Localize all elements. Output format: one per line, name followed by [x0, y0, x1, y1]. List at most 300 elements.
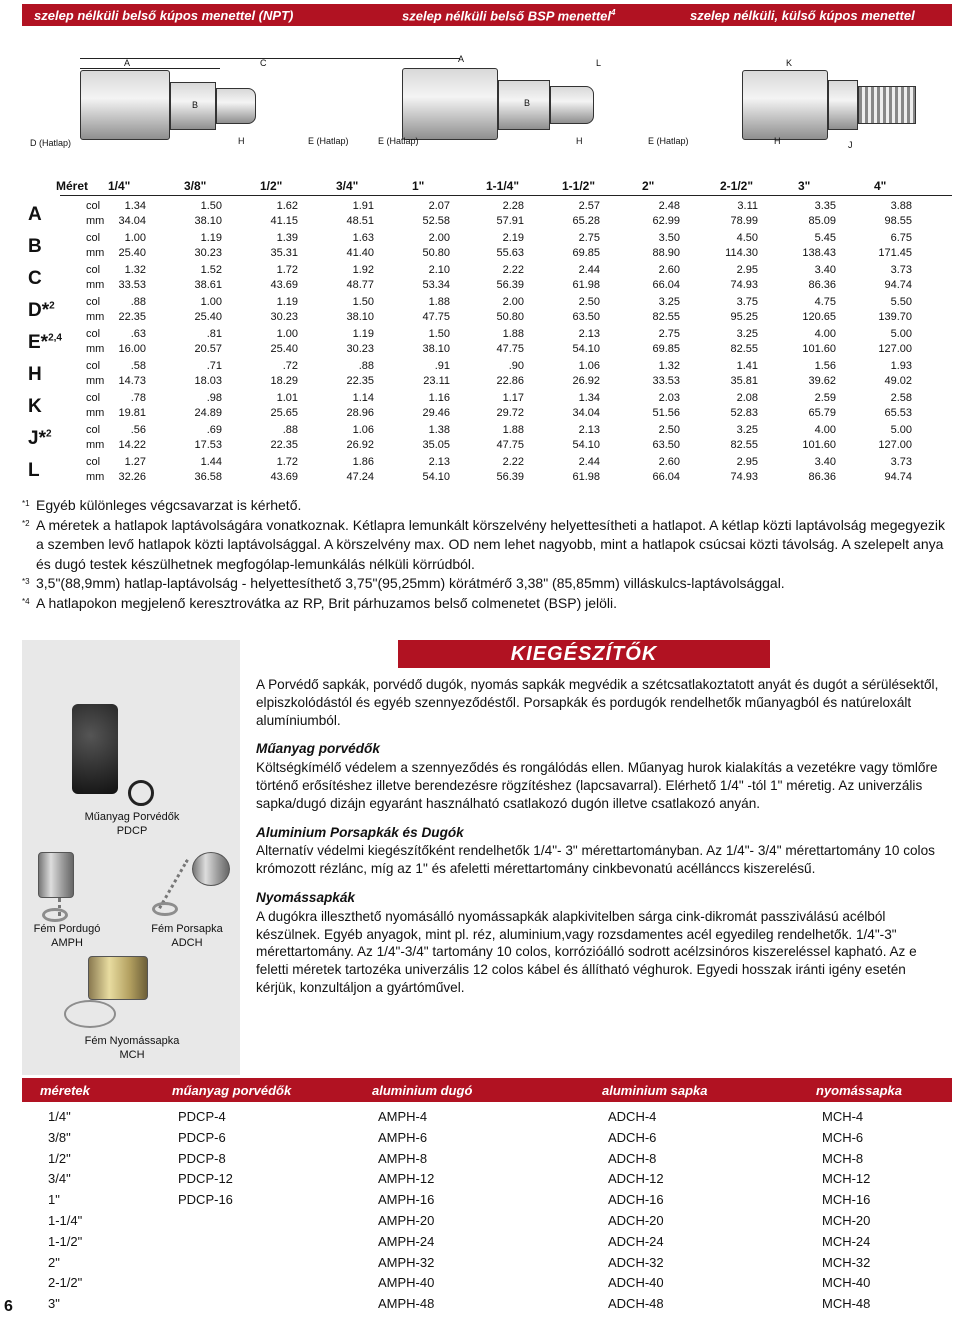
size-value: 1.50 [200, 200, 222, 212]
size-col-header: 3/8" [184, 179, 207, 193]
size-value: 1.88 [502, 328, 524, 340]
product-table-row [22, 1127, 952, 1148]
size-value: 25.40 [194, 311, 222, 323]
size-value: 1.19 [200, 232, 222, 244]
section-text-pressure: A dugókra illeszthető nyomásálló nyomássapkák alapkivitelben sárga cink-dikromát passziválású acélból készülnek. Egyéb anyagok, mint pl. réz, aluminium,vagy rozsdamentes acél egyedileg rendelhetők. 1/4"-3" mérettartomány. Az 1/4"-3/4" tartomány 10 colos, korrózióálló sodrott acélzsinóros kiszereléssel kapható. Az e feletti méretek tartozéka univerzális 12 colos kábel és állítható véghurok. Egyedi hosszak iránti igény esetén kérjük, konzultáljon a gyártóművel. [256, 908, 917, 995]
banner-bsp: szelep nélküli belső BSP menettel$^4$ [402, 8, 616, 24]
size-value: .91 [434, 360, 450, 372]
product-table-cell: 1/4" [48, 1109, 71, 1124]
size-col-header: 2-1/2" [720, 179, 754, 193]
size-value: 54.10 [572, 439, 600, 451]
fitting-bsp-tip [550, 86, 594, 124]
size-value: 1.93 [890, 360, 912, 372]
size-value: .98 [206, 392, 222, 404]
size-value: 50.80 [422, 247, 450, 259]
size-value: 3.40 [814, 264, 836, 276]
size-value: 2.48 [658, 200, 680, 212]
size-value: 47.75 [496, 439, 524, 451]
size-value: 2.50 [578, 296, 600, 308]
section-title-aluminium: Aluminium Porsapkák és Dugók [256, 824, 464, 840]
dim-label-H3: H [774, 136, 781, 146]
size-value: 2.75 [658, 328, 680, 340]
footnote: *4 A hatlapokon megjelenő keresztrovátka az RP, Brit párhuzamos belső colmenetet (BSP) jelöli. [22, 594, 618, 611]
size-value: 1.19 [352, 328, 374, 340]
size-value: 1.50 [428, 328, 450, 340]
section-text-aluminium: Alternatív védelmi kiegészítőként rendelhetők 1/4"- 3" mérettartományban. Az 1/4"- 3/4" mérettartomány 10 colos krómozott rézlánc, míg az 1" és afeletti mérettartomány cinkbevonatú acéllánccs kiszerelésű. [256, 843, 935, 877]
size-value: 3.73 [890, 456, 912, 468]
product-table-row [22, 1231, 952, 1252]
size-value: 5.50 [890, 296, 912, 308]
size-value: 1.16 [428, 392, 450, 404]
amph-plug-image [38, 852, 74, 898]
size-value: 2.60 [658, 264, 680, 276]
size-value: 66.04 [652, 279, 680, 291]
product-table-cell: AMPH-6 [378, 1129, 428, 1145]
size-value: .58 [130, 360, 146, 372]
product-table-cell: ADCH-32 [608, 1254, 664, 1270]
size-unit-label: col [86, 456, 101, 468]
size-value: 19.81 [118, 407, 146, 419]
size-value: 171.45 [878, 247, 912, 259]
size-value: 127.00 [878, 439, 912, 451]
size-value: 35.81 [730, 375, 758, 387]
size-value: 1.63 [352, 232, 374, 244]
size-value: 16.00 [118, 343, 146, 355]
size-value: 14.22 [118, 439, 146, 451]
size-value: 26.92 [346, 439, 374, 451]
size-value: 38.10 [346, 311, 374, 323]
size-value: 65.79 [808, 407, 836, 419]
size-value: 38.10 [422, 343, 450, 355]
size-value: 1.41 [736, 360, 758, 372]
size-value: 74.93 [730, 279, 758, 291]
size-value: 2.44 [578, 264, 600, 276]
product-table-cell: PDCP-8 [178, 1150, 226, 1166]
size-col-header: 4" [874, 179, 887, 193]
size-value: 61.98 [572, 279, 600, 291]
dim-label-A2: A [458, 54, 465, 64]
banner-kulso: szelep nélküli, külső kúpos menettel [690, 8, 915, 23]
size-value: 30.23 [270, 311, 298, 323]
size-row-label: H [28, 364, 42, 385]
size-value: 2.00 [428, 232, 450, 244]
size-value: 51.56 [652, 407, 680, 419]
product-table-cell: 2" [48, 1254, 60, 1270]
size-value: 4.50 [736, 232, 758, 244]
size-value: 3.75 [736, 296, 758, 308]
size-value: 1.50 [352, 296, 374, 308]
size-unit-label: mm [86, 343, 105, 355]
size-col-header: 1/2" [260, 179, 283, 193]
size-value: 25.40 [270, 343, 298, 355]
size-unit-label: col [86, 200, 101, 212]
product-table-cell: ADCH-6 [608, 1129, 657, 1145]
size-value: 82.55 [652, 311, 680, 323]
fitting-male-thread [858, 86, 916, 124]
size-value: 86.36 [808, 471, 836, 483]
size-value: 2.95 [736, 456, 758, 468]
size-value: 1.72 [276, 264, 298, 276]
size-value: 56.39 [496, 471, 524, 483]
product-table-cell: 1-1/2" [48, 1233, 83, 1249]
product-table-cell: MCH-4 [822, 1109, 864, 1124]
dim-label-B2: B [524, 98, 531, 108]
size-value: .72 [282, 360, 298, 372]
size-value: 34.04 [572, 407, 600, 419]
size-value: 1.88 [428, 296, 450, 308]
size-value: 74.93 [730, 471, 758, 483]
size-col-header: 1-1/4" [486, 179, 520, 193]
size-value: 33.53 [652, 375, 680, 387]
size-value: 78.99 [730, 215, 758, 227]
size-value: 1.27 [124, 456, 146, 468]
product-table-cell: 3" [48, 1296, 60, 1312]
size-value: 2.22 [502, 264, 524, 276]
size-value: 24.89 [194, 407, 222, 419]
size-value: 3.25 [736, 424, 758, 436]
footnote: *3 3,5"(88,9mm) hatlap-laptávolság - helyettesíthető 3,75"(95,25mm) körátmérő 3,38" (85,85mm) villáskulcs-laptávolsággal. [22, 575, 785, 591]
size-value: 62.99 [652, 215, 680, 227]
product-table-cell: PDCP-16 [178, 1192, 233, 1208]
size-value: 47.75 [422, 311, 450, 323]
size-value: 22.86 [496, 375, 524, 387]
size-value: 69.85 [652, 343, 680, 355]
size-value: 55.63 [496, 247, 524, 259]
size-value: 5.45 [814, 232, 836, 244]
size-value: .81 [206, 328, 222, 340]
size-unit-label: mm [86, 407, 105, 419]
size-value: 120.65 [802, 311, 836, 323]
size-value: 1.72 [276, 456, 298, 468]
size-value: 5.00 [890, 328, 912, 340]
size-unit-label: mm [86, 439, 105, 451]
size-table [22, 176, 952, 486]
size-value: 43.69 [270, 279, 298, 291]
dim-label-L: L [596, 58, 602, 68]
size-value: 1.32 [124, 264, 146, 276]
size-col-header: 3" [798, 179, 811, 193]
size-value: 56.39 [496, 279, 524, 291]
size-value: .78 [130, 392, 146, 404]
product-table-cell: ADCH-8 [608, 1150, 657, 1166]
size-col-header: 1/4" [108, 179, 131, 193]
size-value: 1.34 [124, 200, 146, 212]
dim-label-K: K [786, 58, 793, 68]
product-table-cell: MCH-20 [822, 1212, 871, 1228]
product-table-cell: ADCH-48 [608, 1296, 664, 1312]
size-value: 1.01 [276, 392, 298, 404]
size-value: 2.19 [502, 232, 524, 244]
size-value: 36.58 [194, 471, 222, 483]
product-table-cell: ADCH-16 [608, 1192, 664, 1208]
size-value: 1.39 [276, 232, 298, 244]
size-value: 2.28 [502, 200, 524, 212]
size-value: 63.50 [652, 439, 680, 451]
product-table-cell: AMPH-4 [378, 1109, 428, 1124]
size-unit-label: mm [86, 247, 105, 259]
size-row-label: J*$^2$ [28, 428, 52, 449]
size-value: 50.80 [496, 311, 524, 323]
size-value: 25.40 [118, 247, 146, 259]
product-table-row [22, 1210, 952, 1231]
size-value: 98.55 [884, 215, 912, 227]
size-value: 2.50 [658, 424, 680, 436]
product-table-row [22, 1252, 952, 1273]
fitting-male-hex [828, 80, 858, 130]
product-table-cell: MCH-6 [822, 1129, 864, 1145]
page-number: 6 [4, 1298, 13, 1315]
dim-label-E3: E (Hatlap) [648, 136, 689, 146]
product-table-row [22, 1106, 952, 1127]
size-value: 4.00 [814, 424, 836, 436]
product-table-cell: AMPH-24 [378, 1233, 435, 1249]
size-value: .88 [130, 296, 146, 308]
size-value: 20.57 [194, 343, 222, 355]
size-unit-label: col [86, 424, 101, 436]
size-value: 82.55 [730, 439, 758, 451]
size-value: 41.15 [270, 215, 298, 227]
size-value: 2.13 [428, 456, 450, 468]
size-value: 2.95 [736, 264, 758, 276]
product-table-cell: ADCH-24 [608, 1233, 664, 1249]
size-value: 69.85 [572, 247, 600, 259]
fitting-npt-drawing [80, 70, 170, 140]
size-value: .88 [282, 424, 298, 436]
size-value: 139.70 [878, 311, 912, 323]
size-value: 4.00 [814, 328, 836, 340]
product-table-col-header: aluminium sapka [602, 1083, 708, 1098]
size-row-label: D*$^2$ [28, 300, 55, 321]
size-value: 30.23 [194, 247, 222, 259]
footnote: *1 Egyéb különleges végcsavarzat is kérhető. [22, 497, 302, 513]
size-value: 101.60 [802, 343, 836, 355]
size-value: 1.92 [352, 264, 374, 276]
product-table-cell: ADCH-20 [608, 1212, 664, 1228]
size-unit-label: mm [86, 215, 105, 227]
size-value: 35.31 [270, 247, 298, 259]
footnote: *2 A méretek a hatlapok laptávolságára vonatkoznak. Kétlapra lemunkált körszelvény helyettesítheti a hatlapot. A kétlap közti laptávolság megegyezik a szemben levő hatlapok közti laptávolsággal. A körszelvény max. OD nem lehet nagyobb, mint a hatlapok csúcsai közti távolság. A szelepelt anya és dugó testek készülhetnek megfogólap-lemunkálás nélküli körrúdból. [22, 516, 945, 572]
size-value: 29.46 [422, 407, 450, 419]
size-row-label: B [28, 236, 42, 257]
product-table-cell: AMPH-8 [378, 1150, 428, 1166]
dim-label-E: E (Hatlap) [308, 136, 349, 146]
product-table-row [22, 1293, 952, 1314]
size-value: .71 [206, 360, 222, 372]
label-amph: Fém Pordugó AMPH [33, 923, 101, 949]
size-value: 6.75 [890, 232, 912, 244]
size-value: 47.24 [346, 471, 374, 483]
size-unit-label: col [86, 264, 101, 276]
size-value: 52.83 [730, 407, 758, 419]
adch-ring-image [152, 902, 178, 916]
label-adch: Fém Porsapka ADCH [151, 923, 223, 949]
size-value: 2.08 [736, 392, 758, 404]
product-table-cell: ADCH-12 [608, 1171, 664, 1187]
product-table-cell: MCH-12 [822, 1171, 871, 1187]
size-value: 2.13 [578, 328, 600, 340]
size-value: 2.60 [658, 456, 680, 468]
size-value: 1.34 [578, 392, 600, 404]
size-value: 52.58 [422, 215, 450, 227]
size-row-label: A [28, 204, 42, 225]
size-value: 3.35 [814, 200, 836, 212]
size-value: 47.75 [496, 343, 524, 355]
fitting-diagrams [22, 30, 952, 155]
product-table-cell: MCH-8 [822, 1150, 864, 1166]
size-value: 1.88 [502, 424, 524, 436]
size-value: 3.50 [658, 232, 680, 244]
size-value: 2.58 [890, 392, 912, 404]
size-value: 32.26 [118, 471, 146, 483]
size-value: 30.23 [346, 343, 374, 355]
size-value: 127.00 [878, 343, 912, 355]
size-value: .69 [206, 424, 222, 436]
size-value: 57.91 [496, 215, 524, 227]
size-value: 82.55 [730, 343, 758, 355]
size-col-header: 1-1/2" [562, 179, 596, 193]
fitting-male-drawing [742, 70, 828, 140]
size-value: 1.00 [276, 328, 298, 340]
product-table-cell: ADCH-4 [608, 1109, 657, 1124]
size-value: 22.35 [346, 375, 374, 387]
size-value: 3.73 [890, 264, 912, 276]
accessories-description [256, 676, 946, 1008]
size-value: 1.19 [276, 296, 298, 308]
size-value: 1.06 [578, 360, 600, 372]
size-unit-label: col [86, 360, 101, 372]
product-table-cell: AMPH-12 [378, 1171, 435, 1187]
dim-label-C: C [260, 58, 267, 68]
size-value: 86.36 [808, 279, 836, 291]
size-unit-label: col [86, 392, 101, 404]
size-value: 94.74 [884, 471, 912, 483]
section-text-plastic: Költségkímélő védelem a szennyeződés és rongálódás ellen. Műanyag hurok kialakítás a vezetékre vagy tömlőre történő erősítéshez illetve berendezésre rögzítéshez (lapcsavarral). Elérhető 1/4" -tól 1" méretig. Az univerzális sapka/dugó dizájn egyaránt használható csatlakozó dugón illetve csatlakozó anyán. [256, 760, 938, 811]
size-value: 3.40 [814, 456, 836, 468]
product-table-cell: 3/8" [48, 1129, 71, 1145]
banner-npt: szelep nélküli belső kúpos menettel (NPT) [34, 8, 294, 23]
size-value: 95.25 [730, 311, 758, 323]
size-value: 17.53 [194, 439, 222, 451]
size-value: 25.65 [270, 407, 298, 419]
size-value: 23.11 [423, 375, 450, 387]
product-table-col-header: aluminium dugó [372, 1083, 473, 1098]
size-value: 2.44 [578, 456, 600, 468]
size-value: 2.59 [814, 392, 836, 404]
fitting-npt-tip [216, 88, 256, 124]
dim-label-A: A [124, 58, 131, 68]
product-table-col-header: nyomássapka [816, 1083, 902, 1098]
dim-label-E2: E (Hatlap) [378, 136, 419, 146]
size-value: 41.40 [346, 247, 374, 259]
size-value: 1.32 [658, 360, 680, 372]
pdcp-cap-image [72, 704, 118, 794]
size-value: 48.77 [346, 279, 374, 291]
top-banner [22, 4, 952, 26]
size-value: 34.04 [118, 215, 146, 227]
size-value: 28.96 [346, 407, 374, 419]
size-value: 2.75 [578, 232, 600, 244]
size-value: 1.00 [124, 232, 146, 244]
product-code-table [22, 1078, 952, 1314]
size-value: .56 [130, 424, 146, 436]
size-value: 39.62 [808, 375, 836, 387]
product-table-cell: AMPH-32 [378, 1254, 435, 1270]
size-value: 65.28 [572, 215, 600, 227]
product-table-header [22, 1078, 952, 1102]
dim-label-J: J [848, 140, 853, 150]
size-value: 18.03 [194, 375, 222, 387]
size-value: 88.90 [652, 247, 680, 259]
section-title-plastic: Műanyag porvédők [256, 741, 380, 757]
product-photos-panel [22, 640, 240, 1075]
size-value: 1.52 [200, 264, 222, 276]
product-table-cell: AMPH-16 [378, 1192, 435, 1208]
dim-label-H: H [238, 136, 245, 146]
product-table-cell: 1" [48, 1192, 60, 1208]
size-value: 38.61 [194, 279, 222, 291]
label-pdcp: Műanyag Porvédők PDCP [84, 811, 180, 837]
size-value: 35.05 [422, 439, 450, 451]
product-table-cell: PDCP-12 [178, 1171, 233, 1187]
product-table-cell: MCH-40 [822, 1275, 871, 1291]
dim-label-D: D (Hatlap) [30, 138, 72, 148]
size-value: 1.91 [352, 200, 374, 212]
size-value: 1.86 [352, 456, 374, 468]
size-value: 49.02 [884, 375, 912, 387]
size-value: 94.74 [884, 279, 912, 291]
product-table-cell: 2-1/2" [48, 1275, 83, 1291]
product-table-cell: AMPH-40 [378, 1275, 435, 1291]
size-value: 5.00 [890, 424, 912, 436]
size-value: 33.53 [118, 279, 146, 291]
product-table-cell: MCH-16 [822, 1192, 871, 1208]
kiegeszitok-title: KIEGÉSZÍTŐK [398, 640, 770, 668]
size-value: .88 [358, 360, 374, 372]
size-value: 2.22 [502, 456, 524, 468]
size-unit-label: mm [86, 311, 105, 323]
size-value: 29.72 [496, 407, 524, 419]
size-value: 1.38 [428, 424, 450, 436]
mch-cap-image [88, 956, 148, 1000]
product-table-row [22, 1189, 952, 1210]
size-unit-label: col [86, 328, 101, 340]
size-col-header: 1" [412, 179, 425, 193]
size-value: 48.51 [346, 215, 374, 227]
size-value: 1.00 [200, 296, 222, 308]
size-row-label: E*$^{2,4}$ [28, 332, 62, 353]
product-table-row [22, 1148, 952, 1169]
size-row-label: C [28, 268, 42, 289]
product-table-col-header: műanyag porvédők [172, 1083, 292, 1098]
product-table-cell: 3/4" [48, 1171, 71, 1187]
size-value: 14.73 [118, 375, 146, 387]
adch-cap-image [192, 852, 230, 886]
size-value: 2.03 [658, 392, 680, 404]
size-value: 1.14 [352, 392, 374, 404]
size-value: 2.10 [428, 264, 450, 276]
size-value: .90 [508, 360, 524, 372]
size-value: 38.10 [194, 215, 222, 227]
size-value: 1.17 [502, 392, 524, 404]
size-header-label: Méret [56, 179, 89, 193]
size-value: 138.43 [802, 247, 836, 259]
size-value: 1.44 [200, 456, 222, 468]
product-table-cell: MCH-24 [822, 1233, 871, 1249]
label-mch: Fém Nyomássapka MCH [84, 1035, 180, 1061]
size-value: 26.92 [572, 375, 600, 387]
product-table-cell: MCH-48 [822, 1296, 871, 1312]
product-table-cell: 1/2" [48, 1150, 71, 1166]
